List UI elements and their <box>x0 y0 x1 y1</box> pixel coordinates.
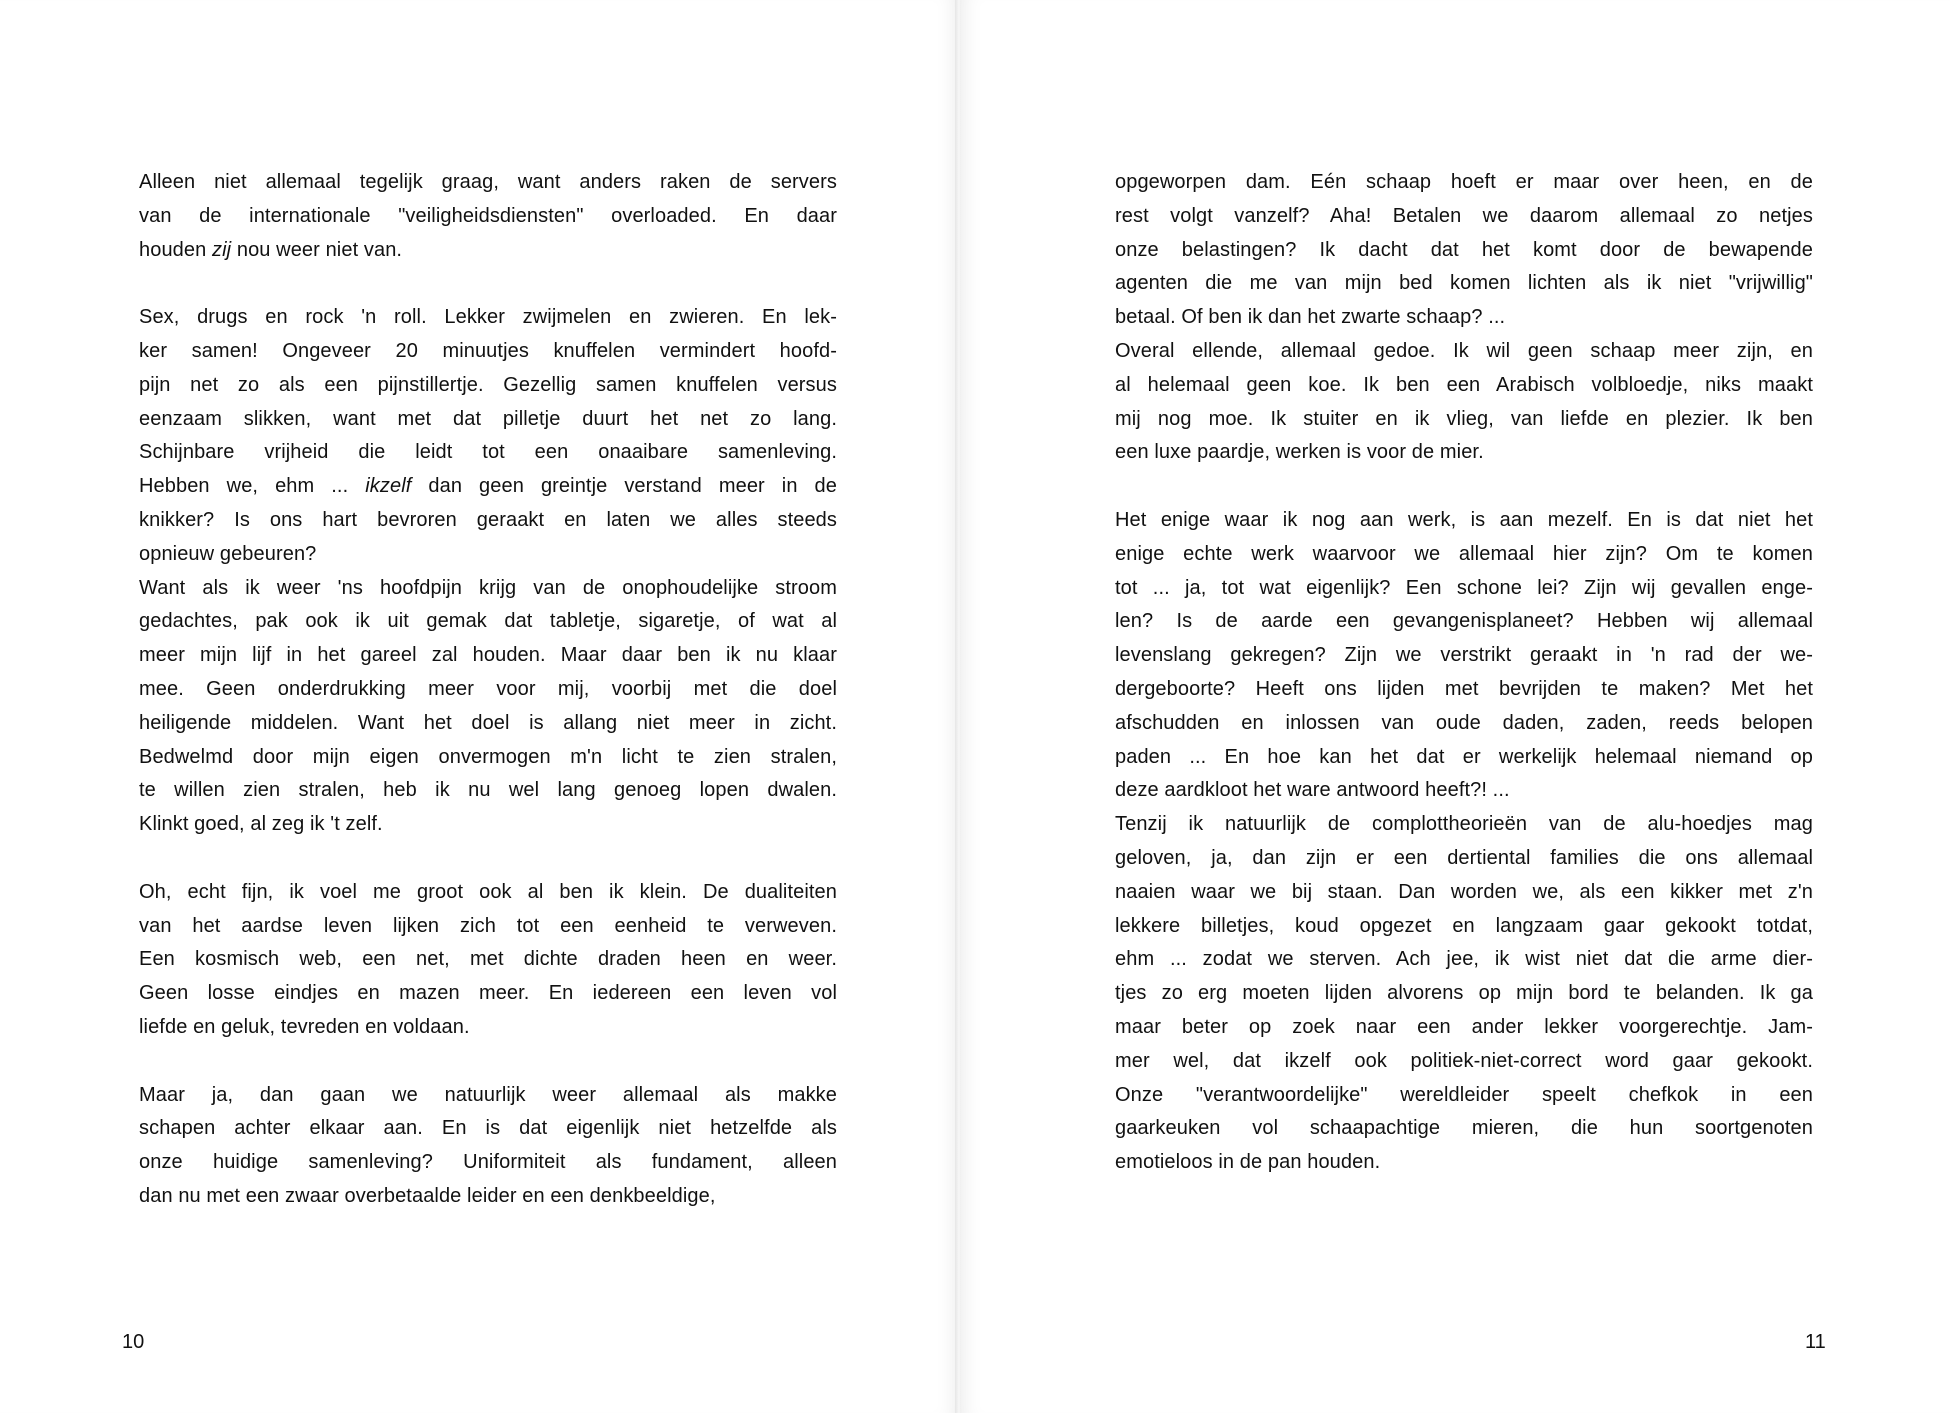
text-line: emotieloos in de pan houden. <box>1115 1151 1381 1174</box>
text-line: dan nu met een zwaar overbetaalde leider en een denkbeeldige, <box>139 1184 716 1207</box>
text-line: deze aardkloot het ware antwoord heeft?! ... <box>1115 779 1510 802</box>
text-line: knikker? Is ons hart bevroren geraakt en laten we alles steeds <box>139 508 837 531</box>
text-line: gedachtes, pak ook ik uit gemak dat tabletje, sigaretje, of wat al <box>139 610 837 633</box>
text-line: onze huidige samenleving? Uniformiteit als fundament, alleen <box>139 1151 837 1174</box>
text-line: betaal. Of ben ik dan het zwarte schaap? ... <box>1115 306 1506 329</box>
text-line: dergeboorte? Heeft ons lijden met bevrijden te maken? Met het <box>1115 677 1813 700</box>
left-page <box>0 0 957 1413</box>
text-line: Sex, drugs en rock 'n roll. Lekker zwijmelen en zwieren. En lek- <box>139 306 837 329</box>
text-line: Bedwelmd door mijn eigen onvermogen m'n licht te zien stralen, <box>139 745 837 768</box>
left-page-text <box>139 166 837 1214</box>
text-line: lekkere billetjes, koud opgezet en langzaam gaar gekookt totdat, <box>1115 914 1813 937</box>
text-line: van de internationale "veiligheidsdiensten" overloaded. En daar <box>139 204 837 227</box>
text-line: van het aardse leven lijken zich tot een eenheid te verweven. <box>139 914 837 937</box>
text-line: Tenzij ik natuurlijk de complottheorieën van de alu-hoedjes mag <box>1115 813 1813 836</box>
text-line: afschudden en inlossen van oude daden, zaden, reeds belopen <box>1115 711 1813 734</box>
text-line: mer wel, dat ikzelf ook politiek-niet-correct word gaar gekookt. <box>1115 1049 1813 1072</box>
italic-word: ikzelf <box>365 475 412 498</box>
text-line: paden ... En hoe kan het dat er werkelijk helemaal niemand op <box>1115 745 1813 768</box>
paragraph <box>139 1079 837 1214</box>
text-line: tjes zo erg moeten lijden alvorens op mijn bord te belanden. Ik ga <box>1115 982 1813 1005</box>
text-line: al helemaal geen koe. Ik ben een Arabisch volbloedje, niks maakt <box>1115 373 1813 396</box>
text-line: eenzaam slikken, want met dat pilletje duurt het net zo lang. <box>139 407 837 430</box>
text-line: agenten die me van mijn bed komen lichten als ik niet "vrijwillig" <box>1115 272 1813 295</box>
text-line: Geen losse eindjes en mazen meer. En iedereen een leven vol <box>139 982 837 1005</box>
text-line: Het enige waar ik nog aan werk, is aan mezelf. En is dat niet het <box>1115 508 1813 531</box>
text-line: mee. Geen onderdrukking meer voor mij, voorbij met die doel <box>139 677 837 700</box>
text-line: len? Is de aarde een gevangenisplaneet? Hebben wij allemaal <box>1115 610 1813 633</box>
paragraph <box>1115 808 1813 1180</box>
text-line: naaien waar we bij staan. Dan worden we, als een kikker met z'n <box>1115 880 1813 903</box>
text-line: meer mijn lijf in het gareel zal houden. Maar daar ben ik nu klaar <box>139 644 837 667</box>
text-line: mij nog moe. Ik stuiter en ik vlieg, van liefde en plezier. Ik ben <box>1115 407 1813 430</box>
text-fragment: dan geen greintje verstand meer in de <box>411 475 837 498</box>
paragraph <box>139 166 837 267</box>
text-line <box>139 234 837 268</box>
text-line: ehm ... zodat we sterven. Ach jee, ik wist niet dat die arme dier- <box>1115 948 1813 971</box>
text-line: maar beter op zoek naar een ander lekker voorgerechtje. Jam- <box>1115 1015 1813 1038</box>
paragraph <box>1115 335 1813 470</box>
text-line: een luxe paardje, werken is voor de mier. <box>1115 441 1484 464</box>
text-line: levenslang gekregen? Zijn we verstrikt geraakt in 'n rad der we- <box>1115 644 1813 667</box>
text-line: heiligende middelen. Want het doel is allang niet meer in zicht. <box>139 711 837 734</box>
text-line: Onze "verantwoordelijke" wereldleider speelt chefkok in een <box>1115 1083 1813 1106</box>
text-line: Klinkt goed, al zeg ik 't zelf. <box>139 813 383 836</box>
text-line: opnieuw gebeuren? <box>139 542 317 565</box>
text-line: opgeworpen dam. Eén schaap hoeft er maar over heen, en de <box>1115 171 1813 193</box>
text-fragment: nou weer niet van. <box>231 238 403 261</box>
page-number: 11 <box>1805 1331 1826 1353</box>
paragraph <box>1115 504 1813 808</box>
text-line: tot ... ja, tot wat eigenlijk? Een schone lei? Zijn wij gevallen enge- <box>1115 576 1813 599</box>
text-line: onze belastingen? Ik dacht dat het komt door de bewapende <box>1115 238 1813 261</box>
text-line: rest volgt vanzelf? Aha! Betalen we daarom allemaal zo netjes <box>1115 204 1813 227</box>
text-line: pijn net zo als een pijnstillertje. Gezellig samen knuffelen versus <box>139 373 837 396</box>
text-line: liefde en geluk, tevreden en voldaan. <box>139 1015 470 1038</box>
paragraph <box>1115 166 1813 335</box>
text-line: Schijnbare vrijheid die leidt tot een onaaibare samenleving. <box>139 441 837 464</box>
page-number: 10 <box>122 1331 145 1353</box>
text-line: Overal ellende, allemaal gedoe. Ik wil geen schaap meer zijn, en <box>1115 339 1813 362</box>
text-line: Want als ik weer 'ns hoofdpijn krijg van de onophoudelijke stroom <box>139 576 837 599</box>
text-fragment: Hebben we, ehm ... <box>139 475 366 498</box>
text-line: enige echte werk waarvoor we allemaal hier zijn? Om te komen <box>1115 542 1813 565</box>
text-line: schapen achter elkaar aan. En is dat eigenlijk niet hetzelfde als <box>139 1117 837 1140</box>
text-line: Een kosmisch web, een net, met dichte draden heen en weer. <box>139 948 837 971</box>
text-line: te willen zien stralen, heb ik nu wel lang genoeg lopen dwalen. <box>139 779 837 802</box>
text-line: gaarkeuken vol schaapachtige mieren, die hun soortgenoten <box>1115 1117 1813 1140</box>
text-line: Maar ja, dan gaan we natuurlijk weer allemaal als makke <box>139 1083 837 1106</box>
text-line: geloven, ja, dan zijn er een dertiental families die ons allemaal <box>1115 846 1813 869</box>
right-page <box>961 0 1950 1413</box>
text-line: Oh, echt fijn, ik voel me groot ook al ben ik klein. De dualiteiten <box>139 880 837 903</box>
paragraph <box>139 301 837 571</box>
paragraph <box>139 572 837 842</box>
right-page-text <box>1115 166 1813 1180</box>
text-line: ker samen! Ongeveer 20 minuutjes knuffelen vermindert hoofd- <box>139 339 837 362</box>
text-line <box>139 470 837 504</box>
text-line: Alleen niet allemaal tegelijk graag, want anders raken de servers <box>139 171 837 193</box>
italic-word: zij <box>212 238 232 261</box>
paragraph <box>139 876 837 1045</box>
text-fragment: houden <box>139 238 212 261</box>
